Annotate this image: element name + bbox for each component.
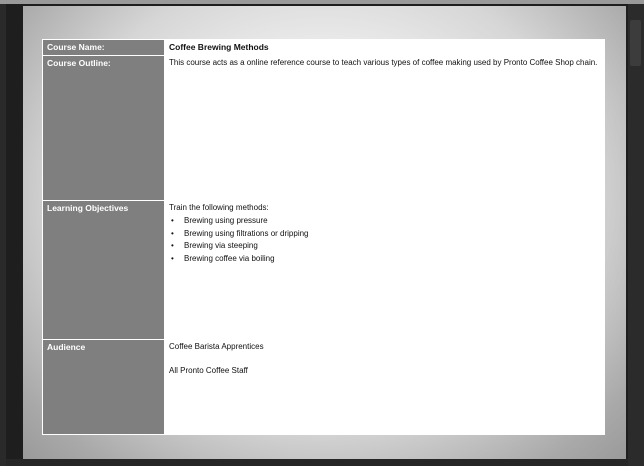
audience-row bbox=[43, 340, 605, 435]
course-outline-value: This course acts as a online reference course to teach various types of coffee making used by Pronto Coffee Shop chain. bbox=[165, 56, 605, 201]
objectives-intro: Train the following methods: bbox=[169, 203, 269, 212]
scrollbar-thumb[interactable] bbox=[630, 20, 641, 66]
methods-list bbox=[169, 215, 600, 265]
course-name-value: Coffee Brewing Methods bbox=[165, 40, 605, 56]
course-name-row bbox=[43, 40, 605, 56]
course-name-label: Course Name: bbox=[43, 40, 165, 56]
left-edge bbox=[0, 4, 6, 466]
audience-label: Audience bbox=[43, 340, 165, 435]
course-outline-label: Course Outline: bbox=[43, 56, 165, 201]
vertical-scrollbar[interactable] bbox=[628, 4, 644, 466]
learning-objectives-label: Learning Objectives bbox=[43, 201, 165, 340]
top-strip bbox=[0, 0, 644, 4]
audience-value bbox=[165, 340, 605, 435]
course-table bbox=[42, 39, 605, 435]
list-item: • Brewing using pressure bbox=[169, 215, 600, 228]
slide bbox=[23, 6, 626, 459]
course-outline-row bbox=[43, 56, 605, 201]
bottom-bar bbox=[6, 459, 628, 466]
audience-line: Coffee Barista Apprentices bbox=[169, 342, 264, 351]
list-item: • Brewing via steeping bbox=[169, 240, 600, 253]
list-item: • Brewing using filtrations or dripping bbox=[169, 228, 600, 241]
learning-objectives-value bbox=[165, 201, 605, 340]
audience-line: All Pronto Coffee Staff bbox=[169, 366, 248, 375]
list-item: • Brewing coffee via boiling bbox=[169, 253, 600, 266]
learning-objectives-row bbox=[43, 201, 605, 340]
